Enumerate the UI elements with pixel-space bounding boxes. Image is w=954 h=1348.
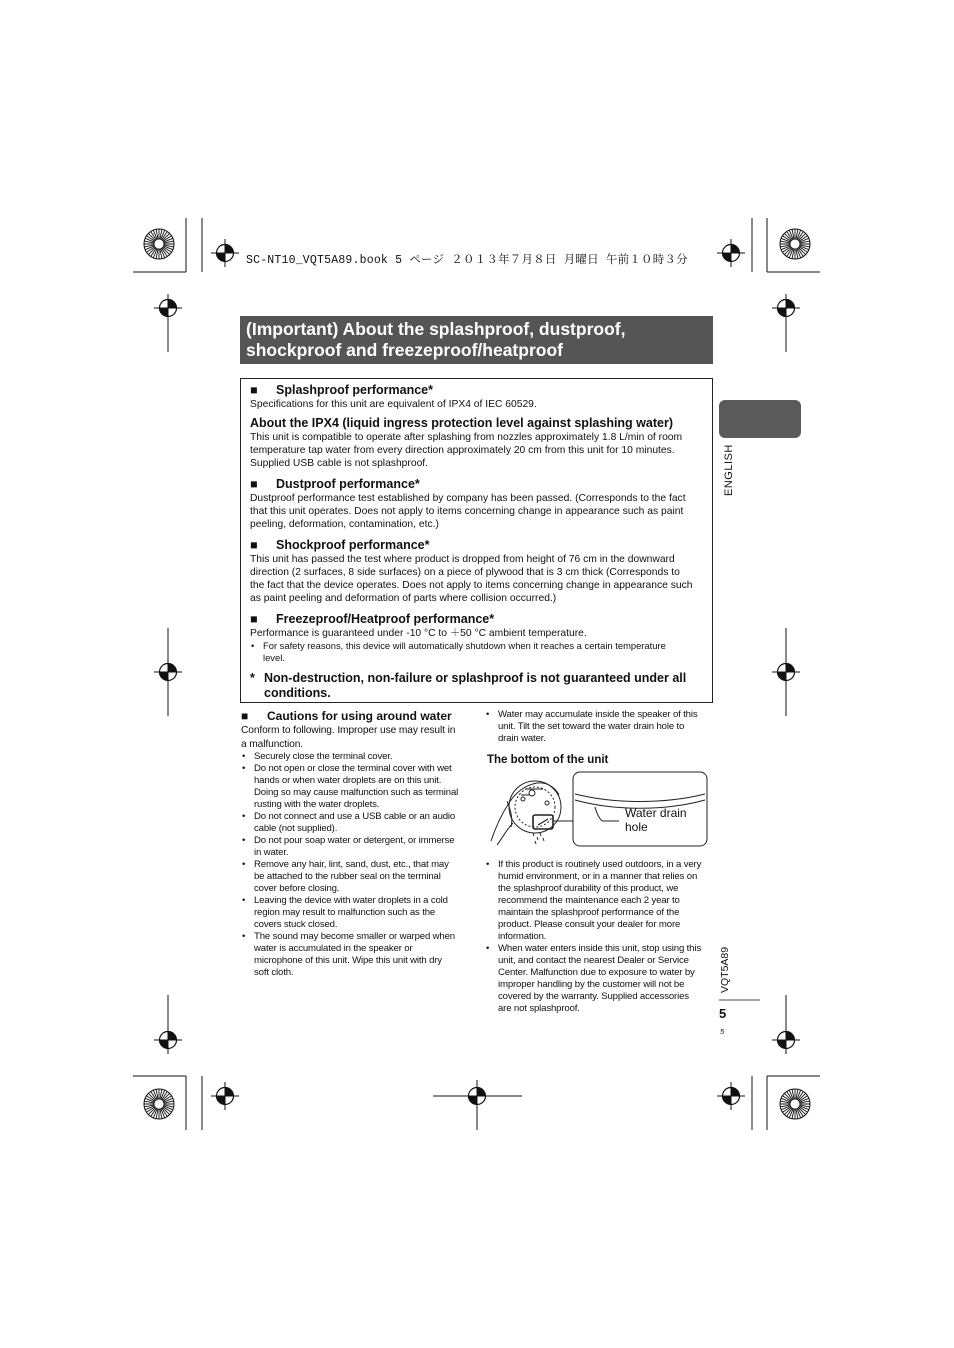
dustproof-heading: ■ Dustproof performance* [250, 477, 420, 491]
bottom-of-unit-heading: The bottom of the unit [487, 754, 609, 766]
cautions-intro: Conform to following. Improper use may result in a malfunction. [241, 725, 456, 750]
freeze-bullet: • For safety reasons, this device will automatically shutdown when it reaches a certain temperature level. [251, 640, 666, 663]
page-number: 5 [719, 1006, 727, 1021]
shock-line2: direction (2 surfaces, 8 side surfaces) on a piece of plywood that is 3 cm thick (Corresponds to [250, 567, 680, 578]
dust-line3: peeling, deformation, contamination, etc.) [250, 519, 439, 530]
bottom-of-unit-illustration [485, 771, 713, 853]
ipx4-line2: temperature tap water from every direction approximately 20 cm from this unit for 10 minutes. [250, 445, 675, 456]
right-notes-list [485, 859, 713, 1015]
square-bullet-icon: ■ [250, 612, 258, 626]
language-tab [719, 400, 801, 438]
cautions-column [241, 709, 469, 979]
water-drain-label: Water drain hole [625, 806, 687, 834]
ipx4-heading: About the IPX4 (liquid ingress protection level against splashing water) [250, 416, 673, 430]
page-title [240, 316, 713, 364]
shockproof-heading: ■ Shockproof performance* [250, 538, 430, 552]
page-number-small: 5 [720, 1027, 725, 1036]
shock-line4: as paint peeling and deformation of parts where collision occurred.) [250, 593, 557, 604]
splash-spec: Specifications for this unit are equivalent of IPX4 of IEC 60529. [250, 399, 537, 410]
list-item: • If this product is routinely used outdoors, in a very humid environment, or in a manner that relies on the splashproof durability of this product, we recommend the maintenance each 2 year to maintain the splashproof performance of the product. Please consult your dealer for more information. [486, 859, 702, 942]
cautions-list [241, 751, 469, 979]
square-bullet-icon: ■ [241, 709, 249, 723]
freezeproof-heading: ■ Freezeproof/Heatproof performance* [250, 612, 495, 626]
list-item: • The sound may become smaller or warped when water is accumulated in the speaker or microphone of this unit. Wipe this unit with dry soft cloth. [242, 931, 455, 978]
page-title-line1: (Important) About the splashproof, dustproof, [246, 319, 626, 339]
list-item: • When water enters inside this unit, stop using this unit, and contact the nearest Dealer or Service Center. Malfunction due to exposure to water by improper handling by the customer will not be covered by the warranty. Supplied accessories are not splashproof. [486, 943, 701, 1014]
freeze-line1: Performance is guaranteed under -10 °C to ＋50 °C ambient temperature. [250, 628, 587, 639]
cautions-heading: ■ Cautions for using around water [241, 709, 452, 723]
guarantee-note: * Non-destruction, non-failure or splashproof is not guaranteed under all conditions. [250, 671, 687, 700]
list-item: • Do not open or close the terminal cover with wet hands or when water droplets are on this unit. Doing so may cause malfunction such as terminal rusting with the water droplets. [242, 763, 459, 810]
list-item: • Do not pour soap water or detergent, or immerse in water. [242, 835, 455, 858]
shock-line3: the fact that the device operates. Does not apply to items concerning change in appearance such [250, 580, 693, 591]
ipx4-line3: Supplied USB cable is not splashproof. [250, 458, 429, 469]
page-title-line2: shockproof and freezeproof/heatproof [246, 340, 563, 360]
ipx4-line1: This unit is compatible to operate after splashing from nozzles approximately 1.8 L/min of room [250, 432, 683, 443]
splashproof-heading: ■ Splashproof performance* [250, 383, 433, 397]
list-item: • Remove any hair, lint, sand, dust, etc., that may be attached to the rubber seal on the terminal cover before closing. [242, 859, 449, 894]
right-column [485, 709, 713, 1015]
model-code: VQT5A89 [719, 946, 731, 993]
performance-box [240, 378, 713, 703]
dust-line2: that this unit operates. Does not apply to items concerning change in appearance such as paint [250, 506, 684, 517]
square-bullet-icon: ■ [250, 477, 258, 491]
square-bullet-icon: ■ [250, 383, 258, 397]
dust-line1: Dustproof performance test established by company has been passed. (Corresponds to the fact [250, 493, 686, 504]
shock-line1: This unit has passed the test where product is dropped from height of 76 cm in the downward [250, 554, 675, 565]
list-item: • Do not connect and use a USB cable or an audio cable (not supplied). [242, 811, 456, 834]
print-file-header: SC-NT10_VQT5A89.book 5 ページ ２０１３年７月８日 月曜日 午前１０時３分 [246, 254, 688, 267]
square-bullet-icon: ■ [250, 538, 258, 552]
list-item: • Leaving the device with water droplets in a cold region may result to malfunction such as the covers stuck closed. [242, 895, 448, 930]
language-label: ENGLISH [723, 444, 735, 496]
water-accumulate-item: • Water may accumulate inside the speaker of this unit. Tilt the set toward the water drain hole to drain water. [486, 709, 698, 744]
list-item: • Securely close the terminal cover. [242, 751, 393, 762]
